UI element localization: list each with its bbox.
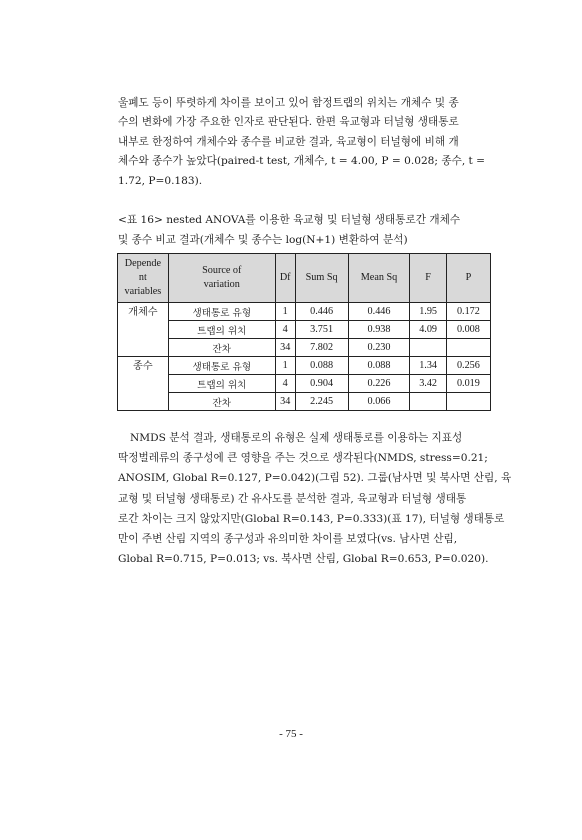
table-row: [118, 375, 491, 393]
sum-sq-cell: 0.904: [295, 375, 348, 393]
df-cell: 34: [275, 393, 295, 411]
source-cell: 생태통로 유형: [168, 303, 275, 321]
header-dependent-variables: Depende nt variables: [118, 254, 169, 303]
mean-sq-cell: 0.226: [348, 375, 410, 393]
df-cell: 1: [275, 357, 295, 375]
text-line: 로간 차이는 크지 않았지만(Global R=0.143, P=0.333)(표 17), 터널형 생태통로: [118, 512, 505, 525]
p-cell: 0.008: [446, 321, 490, 339]
sum-sq-cell: 7.802: [295, 339, 348, 357]
text-line: 내부로 한정하여 개체수와 종수를 비교한 결과, 육교형이 터널형에 비해 개: [118, 135, 459, 148]
header-df: Df: [275, 254, 295, 303]
df-cell: 34: [275, 339, 295, 357]
text-line: 수의 변화에 가장 주요한 인자로 판단된다. 한편 육교형과 터널형 생태통로: [118, 116, 459, 129]
source-cell: 트랩의 위치: [168, 375, 275, 393]
header-f: F: [410, 254, 446, 303]
page-number: - 75 -: [279, 728, 303, 740]
table-row: [118, 339, 491, 357]
text-line: ANOSIM, Global R=0.127, P=0.042)(그림 52). 그룹(남사면 및 북사면 산림, 육: [118, 472, 512, 485]
table-caption: [118, 210, 490, 250]
header-mean-sq: Mean Sq: [348, 254, 410, 303]
text-line: Global R=0.715, P=0.013; vs. 북사면 산림, Global R=0.653, P=0.020).: [118, 553, 489, 566]
p-cell: 0.172: [446, 303, 490, 321]
f-cell: [410, 393, 446, 411]
sum-sq-cell: 3.751: [295, 321, 348, 339]
table-row: [118, 393, 491, 411]
source-cell: 트랩의 위치: [168, 321, 275, 339]
group-label-richness: 종수: [118, 357, 169, 411]
source-cell: 생태통로 유형: [168, 357, 275, 375]
p-cell: 0.256: [446, 357, 490, 375]
header-sum-sq: Sum Sq: [295, 254, 348, 303]
source-cell: 잔차: [168, 393, 275, 411]
df-cell: 4: [275, 321, 295, 339]
p-cell: [446, 393, 490, 411]
text-line: NMDS 분석 결과, 생태통로의 유형은 실제 생태통로를 이용하는 지표성: [130, 432, 463, 444]
text-line: 체수와 종수가 높았다(paired-t test, 개체수, t = 4.00, P = 0.028; 종수, t =: [118, 155, 486, 168]
p-cell: 0.019: [446, 375, 490, 393]
table-row: [118, 357, 491, 375]
table-row: [118, 303, 491, 321]
mean-sq-cell: 0.230: [348, 339, 410, 357]
table-row: [118, 321, 491, 339]
source-cell: 잔차: [168, 339, 275, 357]
text-line: 딱정벌레류의 종구성에 큰 영향을 주는 것으로 생각된다(NMDS, stress=0.21;: [118, 452, 488, 465]
f-cell: 1.95: [410, 303, 446, 321]
header-source-of-variation: Source of variation: [168, 254, 275, 303]
text-line: 만이 주변 산림 지역의 종구성과 유의미한 차이를 보였다(vs. 남사면 산림,: [118, 533, 458, 546]
text-line: 1.72, P=0.183).: [118, 174, 203, 187]
sum-sq-cell: 0.446: [295, 303, 348, 321]
group-label-abundance: 개체수: [118, 303, 169, 357]
f-cell: 1.34: [410, 357, 446, 375]
p-cell: [446, 339, 490, 357]
f-cell: 3.42: [410, 375, 446, 393]
sum-sq-cell: 0.088: [295, 357, 348, 375]
anova-table: [117, 253, 491, 411]
text-line: 울폐도 등이 뚜렷하게 차이를 보이고 있어 함정트랩의 위치는 개체수 및 종: [118, 97, 459, 109]
sum-sq-cell: 2.245: [295, 393, 348, 411]
mean-sq-cell: 0.066: [348, 393, 410, 411]
mean-sq-cell: 0.446: [348, 303, 410, 321]
body-paragraph-2: [118, 428, 512, 569]
text-line: 교형 및 터널형 생태통로) 간 유사도를 분석한 결과, 육교형과 터널형 생태통: [118, 492, 467, 505]
f-cell: 4.09: [410, 321, 446, 339]
caption-line: <표 16> nested ANOVA를 이용한 육교형 및 터널형 생태통로간 개체수: [118, 214, 461, 226]
caption-line: 및 종수 비교 결과(개체수 및 종수는 log(N+1) 변환하여 분석): [118, 234, 408, 246]
body-paragraph-1: [118, 94, 490, 191]
df-cell: 4: [275, 375, 295, 393]
header-p: P: [446, 254, 490, 303]
mean-sq-cell: 0.088: [348, 357, 410, 375]
f-cell: [410, 339, 446, 357]
table-header-row: [118, 254, 491, 303]
df-cell: 1: [275, 303, 295, 321]
mean-sq-cell: 0.938: [348, 321, 410, 339]
